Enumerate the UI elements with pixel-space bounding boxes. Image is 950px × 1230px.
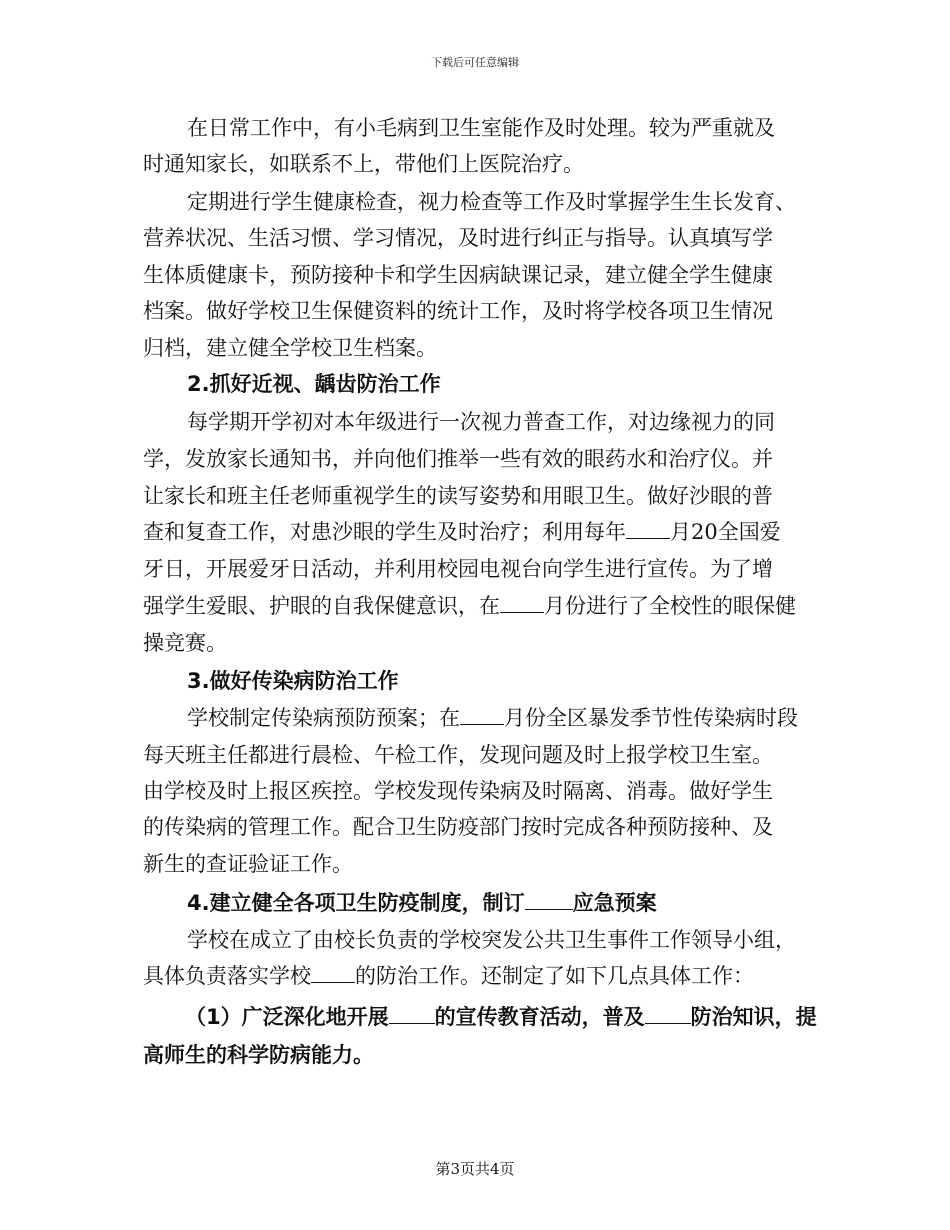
paragraph-line: 每天班主任都进行晨检、午检工作，发现问题及时上报学校卫生室。 xyxy=(143,743,773,767)
fill-blank xyxy=(525,889,573,910)
text-run: 防治知识，提 xyxy=(690,1005,817,1029)
paragraph-line: 新生的查证验证工作。 xyxy=(143,852,353,876)
section-heading xyxy=(187,888,657,918)
section-heading: 2.抓好近视、龋齿防治工作 xyxy=(187,372,441,396)
text-run: 具体负责落实学校 xyxy=(143,964,311,988)
text-run: 的防治工作。还制定了如下几点具体工作： xyxy=(355,964,754,988)
paragraph-line: 学校在成立了由校长负责的学校突发公共卫生事件工作领导小组， xyxy=(187,928,796,952)
paragraph-line: 营养状况、生活习惯、学习情况，及时进行纠正与指导。认真填写学 xyxy=(143,226,773,250)
text-run: 学校制定传染病预防预案；在 xyxy=(187,706,460,730)
fill-blank xyxy=(626,518,670,539)
text-run: 的宣传教育活动，普及 xyxy=(434,1005,645,1029)
text-run: （1）广泛深化地开展 xyxy=(185,1005,389,1029)
paragraph-line: 档案。做好学校卫生保健资料的统计工作，及时将学校各项卫生情况 xyxy=(143,299,773,323)
paragraph-line: 定期进行学生健康检查，视力检查等工作及时掌握学生生长发育、 xyxy=(187,190,796,214)
paragraph-line xyxy=(143,517,781,547)
text-run: 月20全国爱 xyxy=(670,520,781,544)
text-run: 查和复查工作，对患沙眼的学生及时治疗；利用每年 xyxy=(143,520,626,544)
paragraph-line: 由学校及时上报区疾控。学校发现传染病及时隔离、消毒。做好学生 xyxy=(143,779,773,803)
page-header-note: 下载后可任意编辑 xyxy=(431,56,519,69)
fill-blank xyxy=(311,962,355,983)
fill-blank xyxy=(460,704,504,725)
paragraph-line: 每学期开学初对本年级进行一次视力普查工作，对边缘视力的同 xyxy=(187,410,775,434)
paragraph-line xyxy=(187,703,798,733)
text-run: 强学生爱眼、护眼的自我保健意识，在 xyxy=(143,594,500,618)
text-run: 月份进行了全校性的眼保健 xyxy=(544,594,796,618)
paragraph-line: 学，发放家长通知书，并向他们推举一些有效的眼药水和治疗仪。并 xyxy=(143,447,773,471)
paragraph-line: 在日常工作中，有小毛病到卫生室能作及时处理。较为严重就及 xyxy=(187,116,775,140)
text-run: 应急预案 xyxy=(572,891,657,915)
paragraph-line xyxy=(143,961,754,991)
paragraph-line: 牙日，开展爱牙日活动，并利用校园电视台向学生进行宣传。为了增 xyxy=(143,557,773,581)
paragraph-line: 操竞赛。 xyxy=(143,631,227,655)
text-run: 月份全区暴发季节性传染病时段 xyxy=(504,706,798,730)
fill-blank xyxy=(500,592,544,613)
text-run: 4.建立健全各项卫生防疫制度，制订 xyxy=(187,891,525,915)
fill-blank xyxy=(645,1003,691,1024)
paragraph-line: 归档，建立健全学校卫生档案。 xyxy=(143,336,437,360)
paragraph-line: 的传染病的管理工作。配合卫生防疫部门按时完成各种预防接种、及 xyxy=(143,815,773,839)
bold-item-line xyxy=(185,1002,817,1032)
paragraph-line: 时通知家长，如联系不上，带他们上医院治疗。 xyxy=(143,152,584,176)
fill-blank xyxy=(389,1003,435,1024)
bold-item-line: 高师生的科学防病能力。 xyxy=(143,1043,374,1067)
section-heading: 3.做好传染病防治工作 xyxy=(187,669,399,693)
paragraph-line: 生体质健康卡，预防接种卡和学生因病缺课记录，建立健全学生健康 xyxy=(143,263,773,287)
paragraph-line xyxy=(143,591,796,621)
page-number: 第3页共4页 xyxy=(435,1160,515,1178)
paragraph-line: 让家长和班主任老师重视学生的读写姿势和用眼卫生。做好沙眼的普 xyxy=(143,484,773,508)
